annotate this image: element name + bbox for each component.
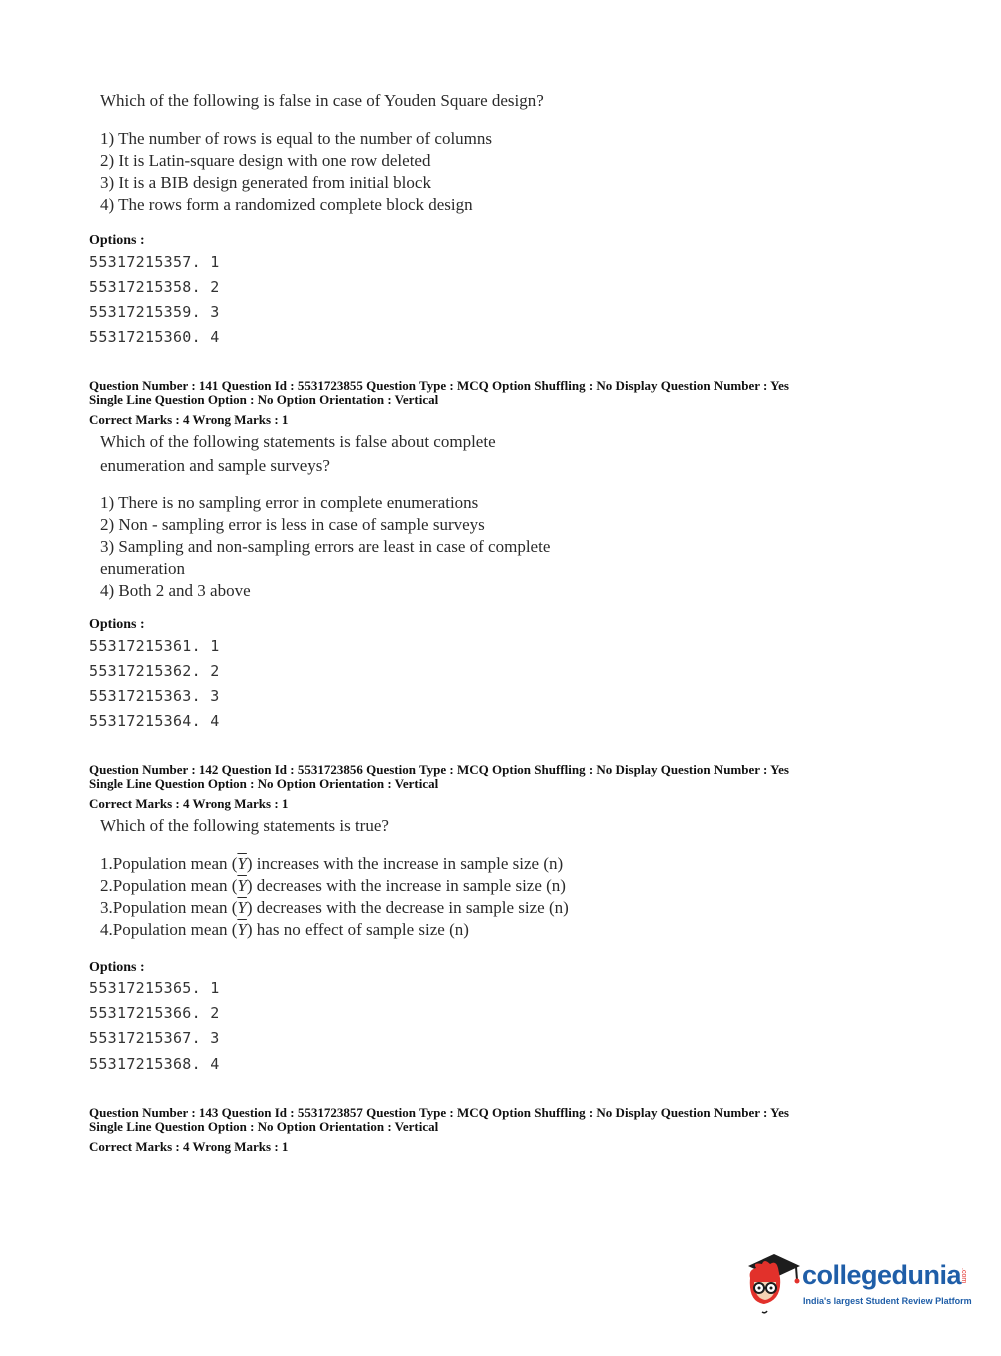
logo-wordmark [802, 1260, 961, 1291]
q140-choice-2: 2) It is Latin-square design with one row deleted [100, 151, 431, 170]
q142-options-label: Options : [89, 960, 145, 975]
logo-tagline: India's largest Student Review Platform [803, 1296, 972, 1306]
q141-option-code-1: 55317215361. 1 [89, 637, 220, 655]
q140-choice-4: 4) The rows form a randomized complete block design [100, 195, 473, 214]
q142-choice-1 [100, 853, 569, 875]
q142-choice-4 [100, 919, 569, 941]
q141-question-line2: enumeration and sample surveys? [100, 456, 330, 475]
q141-option-code-4: 55317215364. 4 [89, 712, 220, 730]
q141-choice-1: 1) There is no sampling error in complete enumerations [100, 493, 479, 512]
collegedunia-logo[interactable] [740, 1248, 970, 1323]
y-bar-symbol: $\overline{Y}$ [237, 876, 247, 895]
q140-option-code-2: 55317215358. 2 [89, 278, 220, 296]
q142-choice-2-post: ) decreases with the increase in sample size (n) [246, 876, 566, 895]
q142-choice-3-post: ) decreases with the decrease in sample size (n) [246, 898, 569, 917]
q143-meta-line2: Single Line Question Option : No Option Orientation : Vertical [89, 1119, 439, 1134]
q141-option-code-2: 55317215362. 2 [89, 662, 220, 680]
q142-choice-3-pre: 3.Population mean ( [100, 898, 238, 917]
q142-choice-1-pre: 1.Population mean ( [100, 854, 238, 873]
q141-choices [100, 492, 550, 602]
q141-choice-4: 4) Both 2 and 3 above [100, 581, 251, 600]
q141-choice-3: 3) Sampling and non-sampling errors are least in case of complete [100, 537, 551, 556]
q140-choices [100, 128, 492, 216]
q140-options-label: Options : [89, 233, 145, 248]
q143-meta-line1: Question Number : 143 Question Id : 5531723857 Question Type : MCQ Option Shuffling : No Display Question Number : Yes [89, 1105, 789, 1120]
q140-question: Which of the following is false in case of Youden Square design? [100, 91, 544, 110]
q142-option-code-2: 55317215366. 2 [89, 1004, 220, 1022]
q142-option-code-1: 55317215365. 1 [89, 979, 220, 997]
y-bar-symbol: $\overline{Y}$ [237, 920, 247, 939]
q141-choice-3-cont: enumeration [100, 559, 185, 578]
q141-marks: Correct Marks : 4 Wrong Marks : 1 [89, 412, 289, 427]
q141-meta-line1: Question Number : 141 Question Id : 5531723855 Question Type : MCQ Option Shuffling : No Display Question Number : Yes [89, 378, 789, 393]
q142-choice-1-post: ) increases with the increase in sample size (n) [246, 854, 564, 873]
q140-option-code-3: 55317215359. 3 [89, 303, 220, 321]
q143-marks: Correct Marks : 4 Wrong Marks : 1 [89, 1139, 289, 1154]
q141-choice-2: 2) Non - sampling error is less in case of sample surveys [100, 515, 485, 534]
q141-question-line1: Which of the following statements is false about complete [100, 432, 496, 451]
q140-option-code-1: 55317215357. 1 [89, 253, 220, 271]
q142-choice-3 [100, 897, 569, 919]
q142-choice-2 [100, 875, 569, 897]
q142-question: Which of the following statements is true? [100, 816, 389, 835]
q141-option-code-3: 55317215363. 3 [89, 687, 220, 705]
y-bar-symbol: $\overline{Y}$ [237, 898, 247, 917]
q141-options-label: Options : [89, 617, 145, 632]
q141-meta-line2: Single Line Question Option : No Option Orientation : Vertical [89, 392, 439, 407]
y-bar-symbol: $\overline{Y}$ [237, 854, 247, 873]
q140-option-code-4: 55317215360. 4 [89, 328, 220, 346]
q142-meta-line1: Question Number : 142 Question Id : 5531723856 Question Type : MCQ Option Shuffling : No Display Question Number : Yes [89, 762, 789, 777]
logo-suffix: .com [960, 1268, 967, 1284]
q142-meta-line2: Single Line Question Option : No Option Orientation : Vertical [89, 776, 439, 791]
q142-choices [100, 853, 569, 941]
q142-choice-4-post: ) has no effect of sample size (n) [246, 920, 469, 939]
q142-option-code-3: 55317215367. 3 [89, 1029, 220, 1047]
logo-name: collegedunia [802, 1260, 962, 1290]
mascot-icon [740, 1248, 802, 1318]
q140-choice-3: 3) It is a BIB design generated from initial block [100, 173, 431, 192]
q142-marks: Correct Marks : 4 Wrong Marks : 1 [89, 796, 289, 811]
q142-option-code-4: 55317215368. 4 [89, 1055, 220, 1073]
q140-choice-1: 1) The number of rows is equal to the number of columns [100, 129, 493, 148]
q142-choice-2-pre: 2.Population mean ( [100, 876, 238, 895]
q142-choice-4-pre: 4.Population mean ( [100, 920, 238, 939]
